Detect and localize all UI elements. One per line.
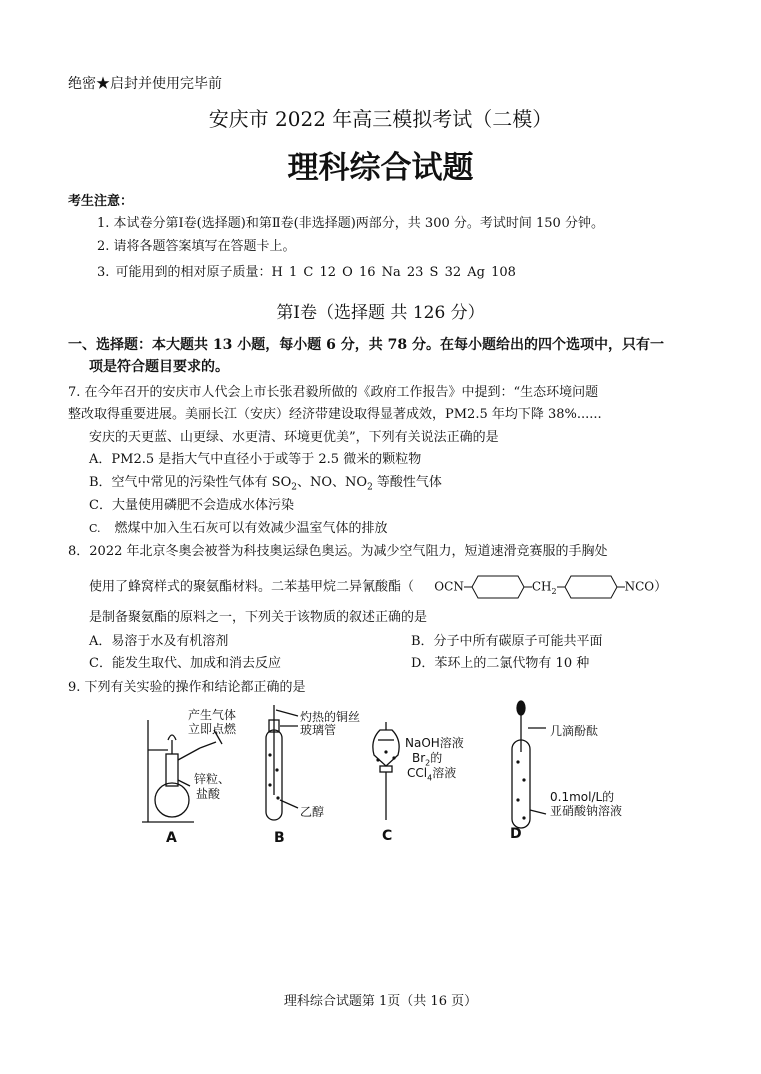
benzene-ring-icon [557, 574, 625, 600]
q8-option-b: B．分子中所有碳原子可能共平面 [411, 634, 603, 649]
q7-stem-2: 整改取得重要进展。美丽长江（安庆）经济带建设取得显著成效，PM2.5 年均下降 38%...... [68, 407, 602, 422]
apparatus-a-label-1: 产生气体 [188, 708, 237, 722]
apparatus-c-label-3 [407, 764, 456, 782]
apparatus-b-label-3: 乙醇 [300, 805, 325, 819]
q7-option-b-mid: 、NO、NO [296, 475, 368, 490]
secret-label: 绝密★启封并使用完毕前 [68, 76, 222, 92]
apparatus-d-label-1: 几滴酚酞 [550, 724, 599, 738]
notice-item-3: 3. 可能用到的相对原子质量：H 1 C 12 O 16 Na 23 S 32 Ag 108 [97, 265, 516, 280]
q7-option-d [89, 517, 388, 536]
notice-heading: 考生注意： [68, 194, 134, 209]
section-instruction-2: 项是符合题目要求的。 [89, 359, 229, 375]
apparatus-c-label-2-post: 的 [430, 751, 443, 765]
q7-option-a: A．PM2.5 是指大气中直径小于或等于 2.5 微米的颗粒物 [89, 452, 422, 467]
apparatus-b-letter: B [274, 830, 285, 846]
q8-formula-right: NCO [624, 579, 655, 594]
apparatus-figure [120, 700, 640, 850]
q8-stem-2-text: 使用了蜂窝样式的聚氨酯材料。二苯基甲烷二异氰酸酯（ [89, 579, 415, 595]
apparatus-c-label-3-post: 溶液 [432, 766, 457, 780]
apparatus-d-letter: D [510, 826, 522, 842]
apparatus-c-label-2-sub: 2 [425, 758, 431, 768]
q8-option-c: C．能发生取代、加成和消去反应 [89, 656, 281, 671]
apparatus-c-label-1: NaOH溶液 [405, 736, 464, 750]
apparatus-a-label-2: 立即点燃 [188, 722, 237, 736]
q8-stem-1: 8．2022 年北京冬奥会被誉为科技奥运绿色奥运。为减少空气阻力，短道速滑竞赛服的手胸处 [68, 544, 608, 559]
part-heading: 第Ⅰ卷（选择题 共 126 分） [276, 303, 485, 323]
q7-option-b [89, 471, 442, 493]
q8-formula-sub: 2 [551, 587, 557, 597]
apparatus-c-label-3-text: CCl [407, 766, 428, 780]
apparatus-c-label-3-sub: 4 [427, 773, 433, 783]
q7-option-c: C．大量使用磷肥不会造成水体污染 [89, 498, 294, 513]
q7-option-b-post: 等酸性气体 [372, 475, 442, 490]
q7-option-d-text: 燃煤中加入生石灰可以有效减少温室气体的排放 [114, 521, 388, 536]
section-instruction-1: 一、选择题：本大题共 13 小题，每小题 6 分，共 78 分。在每小题给出的四个选项中，只有一 [68, 337, 664, 353]
page-title: 理科综合试题 [287, 150, 474, 186]
q8-option-a: A．易溶于水及有机溶剂 [89, 634, 229, 649]
apparatus-b-label-2: 玻璃管 [300, 723, 337, 737]
q9-stem: 9. 下列有关实验的操作和结论都正确的是 [68, 680, 306, 695]
notice-item-1: 1. 本试卷分第Ⅰ卷(选择题)和第Ⅱ卷(非选择题)两部分，共 300 分。考试时间 150 分钟。 [97, 216, 604, 231]
exam-title: 安庆市 2022 年高三模拟考试（二模） [208, 107, 553, 131]
q8-stem-3: 是制备聚氨酯的原料之一，下列关于该物质的叙述正确的是 [89, 610, 428, 625]
q7-option-b-pre: B．空气中常见的污染性气体有 SO [89, 475, 292, 490]
q8-formula-mid: CH [531, 579, 552, 594]
page-footer: 理科综合试题第 1页（共 16 页） [283, 994, 478, 1009]
q7-option-b-sub1: 2 [291, 482, 297, 493]
q7-option-b-sub2: 2 [367, 482, 373, 493]
apparatus-c-label-2-text: Br [412, 751, 426, 765]
q7-option-d-letter: C. [89, 522, 101, 535]
apparatus-a-label-4: 盐酸 [196, 787, 221, 801]
q8-stem-2 [89, 574, 667, 601]
notice-item-2: 2. 请将各题答案填写在答题卡上。 [97, 239, 296, 254]
benzene-ring-icon [464, 574, 532, 600]
q7-stem-1: 7. 在今年召开的安庆市人代会上市长张君毅所做的《政府工作报告》中提到：“生态环境问题 [68, 385, 599, 400]
apparatus-b-label-1: 灼热的铜丝 [300, 710, 361, 724]
apparatus-d-label-2: 0.1mol/L的 [550, 790, 615, 804]
apparatus-a-letter: A [166, 830, 177, 846]
q8-option-d: D．苯环上的二氯代物有 10 种 [411, 656, 590, 671]
apparatus-a-label-3: 锌粒、 [194, 772, 231, 786]
apparatus-d-label-3: 亚硝酸钠溶液 [550, 804, 623, 818]
q8-formula-left: OCN [434, 579, 464, 594]
q8-formula-close: ） [654, 579, 668, 595]
q7-stem-3: 安庆的天更蓝、山更绿、水更清、环境更优美”，下列有关说法正确的是 [89, 430, 499, 445]
apparatus-c-letter: C [382, 828, 393, 844]
